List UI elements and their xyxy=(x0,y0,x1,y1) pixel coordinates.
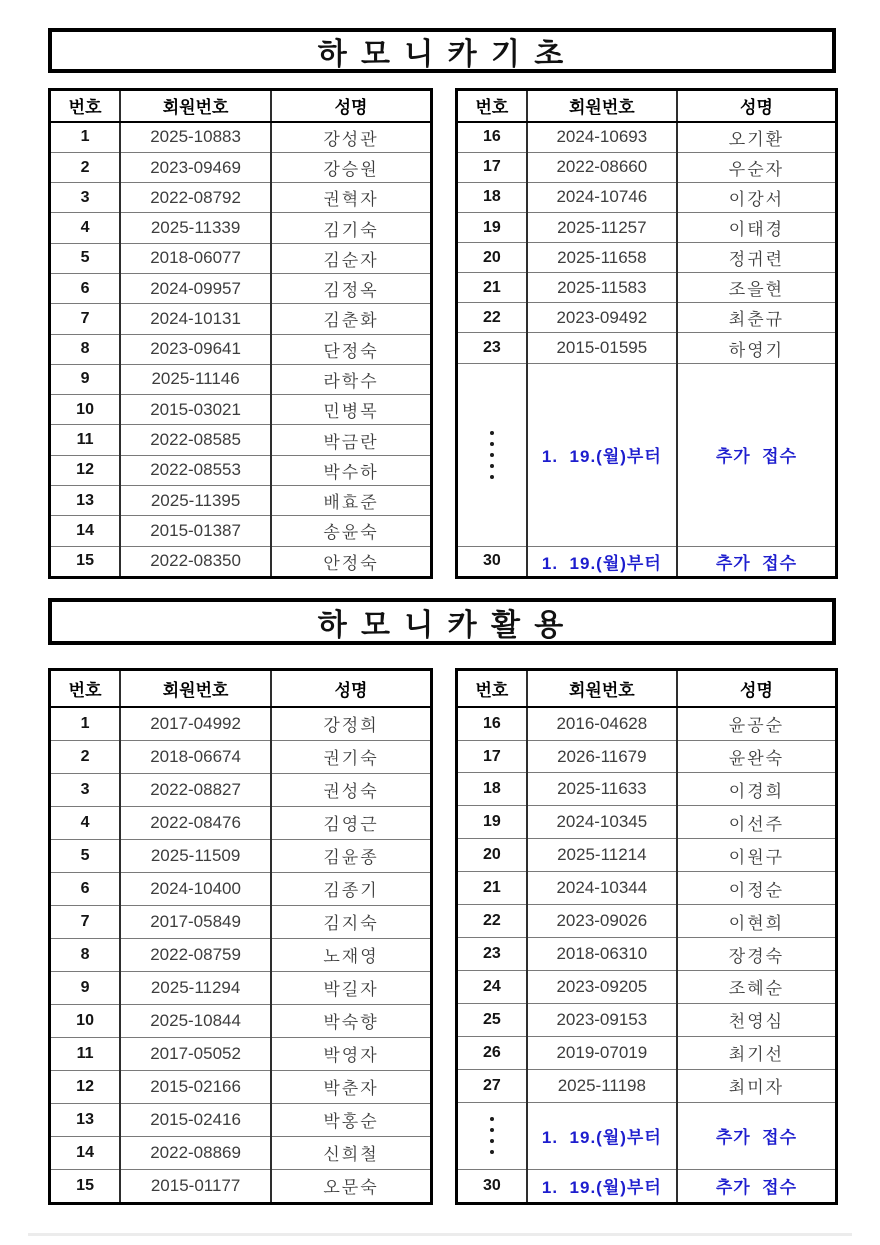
table-row xyxy=(457,905,837,938)
row-number-cell: 19 xyxy=(457,212,527,242)
table-row xyxy=(50,546,432,577)
member-number-cell: 2023-09026 xyxy=(527,905,677,938)
name-cell: 김종기 xyxy=(271,872,431,905)
row-number-cell: 11 xyxy=(50,1037,121,1070)
name-cell: 김기숙 xyxy=(271,213,431,243)
table-row xyxy=(457,122,837,153)
name-cell: 송윤숙 xyxy=(271,516,431,546)
row-number-cell: 26 xyxy=(457,1036,527,1069)
member-number-cell: 2025-11294 xyxy=(120,971,271,1004)
additional-date-cell: 1. 19.(월)부터 xyxy=(527,363,677,546)
roster-table-advanced-right xyxy=(455,668,838,1205)
member-number-cell: 2023-09153 xyxy=(527,1003,677,1036)
row-number-cell: 10 xyxy=(50,395,121,425)
name-cell: 조혜순 xyxy=(677,971,837,1004)
member-number-cell: 2022-08553 xyxy=(120,455,271,485)
table-row xyxy=(50,1004,432,1037)
table-row xyxy=(457,152,837,182)
row-number-cell: 15 xyxy=(50,1169,121,1203)
header-row xyxy=(457,90,837,122)
row-number-cell: 8 xyxy=(50,938,121,971)
row-number-cell: 7 xyxy=(50,905,121,938)
additional-note-cell: 추가 접수 xyxy=(677,1102,837,1169)
row-number-cell: 5 xyxy=(50,243,121,273)
member-number-cell: 2025-11339 xyxy=(120,213,271,243)
member-number-cell: 2015-03021 xyxy=(120,395,271,425)
member-number-cell: 2024-09957 xyxy=(120,273,271,303)
name-cell: 윤공순 xyxy=(677,707,837,741)
table-row xyxy=(50,183,432,213)
name-cell: 김윤종 xyxy=(271,839,431,872)
row-number-cell: 2 xyxy=(50,740,121,773)
row-number-cell: 25 xyxy=(457,1003,527,1036)
column-header-member-number: 회원번호 xyxy=(120,90,271,122)
name-cell: 김영근 xyxy=(271,806,431,839)
column-header-no: 번호 xyxy=(50,90,121,122)
table-row xyxy=(50,1103,432,1136)
row-number-cell: 14 xyxy=(50,1136,121,1169)
table-row xyxy=(457,938,837,971)
member-number-cell: 2018-06310 xyxy=(527,938,677,971)
name-cell: 최기선 xyxy=(677,1036,837,1069)
table-row xyxy=(457,333,837,363)
additional-date-cell: 1. 19.(월)부터 xyxy=(527,1102,677,1169)
member-number-cell: 2022-08660 xyxy=(527,152,677,182)
name-cell: 라학수 xyxy=(271,364,431,394)
vertical-ellipsis-icon xyxy=(458,431,526,479)
name-cell: 이원구 xyxy=(677,839,837,872)
name-cell: 천영심 xyxy=(677,1003,837,1036)
table-row xyxy=(457,1069,837,1102)
name-cell: 정귀련 xyxy=(677,243,837,273)
member-number-cell: 2018-06674 xyxy=(120,740,271,773)
table-row xyxy=(457,243,837,273)
member-number-cell: 2019-07019 xyxy=(527,1036,677,1069)
member-number-cell: 2024-10345 xyxy=(527,806,677,839)
member-number-cell: 2025-10883 xyxy=(120,122,271,153)
table-row xyxy=(50,971,432,1004)
section-title-box-advanced xyxy=(48,598,836,645)
member-number-cell: 2017-04992 xyxy=(120,707,271,741)
column-header-name: 성명 xyxy=(271,90,431,122)
member-number-cell: 2022-08350 xyxy=(120,546,271,577)
row-number-cell: 12 xyxy=(50,455,121,485)
ellipsis-row xyxy=(457,363,837,546)
member-number-cell: 2024-10131 xyxy=(120,304,271,334)
name-cell: 강정희 xyxy=(271,707,431,741)
row-number-cell: 8 xyxy=(50,334,121,364)
name-cell: 박수하 xyxy=(271,455,431,485)
row-number-cell: 15 xyxy=(50,546,121,577)
member-number-cell: 2023-09205 xyxy=(527,971,677,1004)
row-number-cell: 22 xyxy=(457,303,527,333)
additional-date-cell: 1. 19.(월)부터 xyxy=(527,546,677,577)
row-number-cell: 21 xyxy=(457,273,527,303)
ellipsis-row xyxy=(457,1102,837,1169)
row-number-cell: 30 xyxy=(457,1169,527,1203)
member-number-cell: 2015-01387 xyxy=(120,516,271,546)
name-cell: 박영자 xyxy=(271,1037,431,1070)
table-row xyxy=(50,425,432,455)
row-number-cell: 2 xyxy=(50,152,121,182)
name-cell: 박길자 xyxy=(271,971,431,1004)
name-cell: 권기숙 xyxy=(271,740,431,773)
row-number-cell: 20 xyxy=(457,839,527,872)
name-cell: 김정옥 xyxy=(271,273,431,303)
name-cell: 노재영 xyxy=(271,938,431,971)
member-number-cell: 2026-11679 xyxy=(527,740,677,773)
name-cell: 박홍순 xyxy=(271,1103,431,1136)
member-number-cell: 2025-11583 xyxy=(527,273,677,303)
name-cell: 강승원 xyxy=(271,152,431,182)
row-number-cell: 5 xyxy=(50,839,121,872)
name-cell: 윤완숙 xyxy=(677,740,837,773)
name-cell: 권혁자 xyxy=(271,183,431,213)
row-number-cell: 18 xyxy=(457,773,527,806)
row-number-cell: 3 xyxy=(50,773,121,806)
table-row xyxy=(457,182,837,212)
table-row xyxy=(50,304,432,334)
table-row xyxy=(50,839,432,872)
row-number-cell: 1 xyxy=(50,122,121,153)
scan-artifact-line xyxy=(28,1233,852,1236)
member-number-cell: 2022-08759 xyxy=(120,938,271,971)
table-row xyxy=(457,707,837,741)
row-number-cell: 18 xyxy=(457,182,527,212)
table-row xyxy=(50,485,432,515)
row-number-cell: 12 xyxy=(50,1070,121,1103)
name-cell: 박금란 xyxy=(271,425,431,455)
name-cell: 단정숙 xyxy=(271,334,431,364)
additional-note-cell: 추가 접수 xyxy=(677,363,837,546)
roster-table-basic-left xyxy=(48,88,433,579)
row-number-cell: 14 xyxy=(50,516,121,546)
table-row xyxy=(50,905,432,938)
member-number-cell: 2025-11633 xyxy=(527,773,677,806)
table-row xyxy=(457,1003,837,1036)
table-row xyxy=(457,740,837,773)
table-row xyxy=(50,872,432,905)
name-cell: 이선주 xyxy=(677,806,837,839)
name-cell: 배효준 xyxy=(271,485,431,515)
column-header-name: 성명 xyxy=(271,670,431,707)
row-number-cell: 16 xyxy=(457,707,527,741)
table-row xyxy=(457,212,837,242)
column-header-no: 번호 xyxy=(50,670,121,707)
member-number-cell: 2025-11146 xyxy=(120,364,271,394)
member-number-cell: 2025-10844 xyxy=(120,1004,271,1037)
table-row xyxy=(50,1169,432,1203)
roster-table-basic-right xyxy=(455,88,838,579)
row-number-cell: 20 xyxy=(457,243,527,273)
row-number-cell: 19 xyxy=(457,806,527,839)
member-number-cell: 2015-02166 xyxy=(120,1070,271,1103)
last-row xyxy=(457,1169,837,1203)
name-cell: 권성숙 xyxy=(271,773,431,806)
row-number-cell: 23 xyxy=(457,938,527,971)
column-header-name: 성명 xyxy=(677,670,837,707)
column-header-member-number: 회원번호 xyxy=(120,670,271,707)
table-row xyxy=(457,1036,837,1069)
name-cell: 이강서 xyxy=(677,182,837,212)
member-number-cell: 2022-08827 xyxy=(120,773,271,806)
table-row xyxy=(50,938,432,971)
name-cell: 최미자 xyxy=(677,1069,837,1102)
member-number-cell: 2024-10693 xyxy=(527,122,677,153)
row-number-cell: 13 xyxy=(50,485,121,515)
table-row xyxy=(50,395,432,425)
name-cell: 최춘규 xyxy=(677,303,837,333)
member-number-cell: 2023-09469 xyxy=(120,152,271,182)
member-number-cell: 2025-11198 xyxy=(527,1069,677,1102)
row-number-cell: 16 xyxy=(457,122,527,153)
column-header-no: 번호 xyxy=(457,90,527,122)
table-row xyxy=(50,516,432,546)
member-number-cell: 2015-01595 xyxy=(527,333,677,363)
table-row xyxy=(457,773,837,806)
name-cell: 민병목 xyxy=(271,395,431,425)
name-cell: 이태경 xyxy=(677,212,837,242)
member-number-cell: 2022-08476 xyxy=(120,806,271,839)
row-number-cell: 10 xyxy=(50,1004,121,1037)
name-cell: 오기환 xyxy=(677,122,837,153)
name-cell: 박춘자 xyxy=(271,1070,431,1103)
name-cell: 이현희 xyxy=(677,905,837,938)
row-number-cell: 23 xyxy=(457,333,527,363)
row-number-cell: 30 xyxy=(457,546,527,577)
name-cell: 김순자 xyxy=(271,243,431,273)
header-row xyxy=(50,90,432,122)
section-title-basic: 하 모 니 카 기 초 xyxy=(317,37,567,71)
name-cell: 조을현 xyxy=(677,273,837,303)
name-cell: 이정순 xyxy=(677,872,837,905)
name-cell: 신희철 xyxy=(271,1136,431,1169)
member-number-cell: 2024-10746 xyxy=(527,182,677,212)
row-number-cell xyxy=(457,1102,527,1169)
member-number-cell: 2025-11214 xyxy=(527,839,677,872)
name-cell: 강성관 xyxy=(271,122,431,153)
table-row xyxy=(50,152,432,182)
table-row xyxy=(457,839,837,872)
name-cell: 김지숙 xyxy=(271,905,431,938)
table-row xyxy=(50,213,432,243)
column-header-no: 번호 xyxy=(457,670,527,707)
table-row xyxy=(50,334,432,364)
header-row xyxy=(50,670,432,707)
additional-note-cell: 추가 접수 xyxy=(677,1169,837,1203)
name-cell: 안정숙 xyxy=(271,546,431,577)
member-number-cell: 2023-09641 xyxy=(120,334,271,364)
member-number-cell: 2025-11257 xyxy=(527,212,677,242)
row-number-cell: 6 xyxy=(50,872,121,905)
member-number-cell: 2023-09492 xyxy=(527,303,677,333)
name-cell: 김춘화 xyxy=(271,304,431,334)
row-number-cell: 9 xyxy=(50,971,121,1004)
table-row xyxy=(50,1136,432,1169)
member-number-cell: 2024-10344 xyxy=(527,872,677,905)
column-header-member-number: 회원번호 xyxy=(527,670,677,707)
column-header-member-number: 회원번호 xyxy=(527,90,677,122)
table-row xyxy=(50,1037,432,1070)
name-cell: 오문숙 xyxy=(271,1169,431,1203)
row-number-cell: 6 xyxy=(50,273,121,303)
name-cell: 이경희 xyxy=(677,773,837,806)
vertical-ellipsis-icon xyxy=(458,1117,526,1154)
table-row xyxy=(50,773,432,806)
member-number-cell: 2015-01177 xyxy=(120,1169,271,1203)
member-number-cell: 2015-02416 xyxy=(120,1103,271,1136)
row-number-cell: 24 xyxy=(457,971,527,1004)
roster-table-advanced-left xyxy=(48,668,433,1205)
row-number-cell: 27 xyxy=(457,1069,527,1102)
row-number-cell: 22 xyxy=(457,905,527,938)
table-row xyxy=(457,872,837,905)
table-row xyxy=(457,303,837,333)
table-row xyxy=(457,806,837,839)
member-number-cell: 2022-08585 xyxy=(120,425,271,455)
table-row xyxy=(50,806,432,839)
member-number-cell: 2017-05849 xyxy=(120,905,271,938)
row-number-cell: 7 xyxy=(50,304,121,334)
table-row xyxy=(457,273,837,303)
table-row xyxy=(50,707,432,741)
name-cell: 박숙향 xyxy=(271,1004,431,1037)
additional-note-cell: 추가 접수 xyxy=(677,546,837,577)
member-number-cell: 2018-06077 xyxy=(120,243,271,273)
row-number-cell: 9 xyxy=(50,364,121,394)
row-number-cell: 17 xyxy=(457,740,527,773)
row-number-cell: 1 xyxy=(50,707,121,741)
row-number-cell: 17 xyxy=(457,152,527,182)
row-number-cell: 4 xyxy=(50,213,121,243)
table-row xyxy=(50,122,432,153)
table-row xyxy=(50,364,432,394)
row-number-cell: 4 xyxy=(50,806,121,839)
table-row xyxy=(50,455,432,485)
table-row xyxy=(50,273,432,303)
table-row xyxy=(457,971,837,1004)
row-number-cell xyxy=(457,363,527,546)
name-cell: 장경숙 xyxy=(677,938,837,971)
member-number-cell: 2025-11658 xyxy=(527,243,677,273)
column-header-name: 성명 xyxy=(677,90,837,122)
member-number-cell: 2016-04628 xyxy=(527,707,677,741)
row-number-cell: 3 xyxy=(50,183,121,213)
table-row xyxy=(50,1070,432,1103)
member-number-cell: 2024-10400 xyxy=(120,872,271,905)
header-row xyxy=(457,670,837,707)
member-number-cell: 2025-11395 xyxy=(120,485,271,515)
row-number-cell: 11 xyxy=(50,425,121,455)
name-cell: 하영기 xyxy=(677,333,837,363)
member-number-cell: 2022-08792 xyxy=(120,183,271,213)
table-row xyxy=(50,243,432,273)
row-number-cell: 21 xyxy=(457,872,527,905)
member-number-cell: 2022-08869 xyxy=(120,1136,271,1169)
name-cell: 우순자 xyxy=(677,152,837,182)
member-number-cell: 2017-05052 xyxy=(120,1037,271,1070)
member-number-cell: 2025-11509 xyxy=(120,839,271,872)
section-title-box-basic xyxy=(48,28,836,73)
section-title-advanced: 하 모 니 카 활 용 xyxy=(317,608,567,642)
row-number-cell: 13 xyxy=(50,1103,121,1136)
last-row xyxy=(457,546,837,577)
table-row xyxy=(50,740,432,773)
additional-date-cell: 1. 19.(월)부터 xyxy=(527,1169,677,1203)
